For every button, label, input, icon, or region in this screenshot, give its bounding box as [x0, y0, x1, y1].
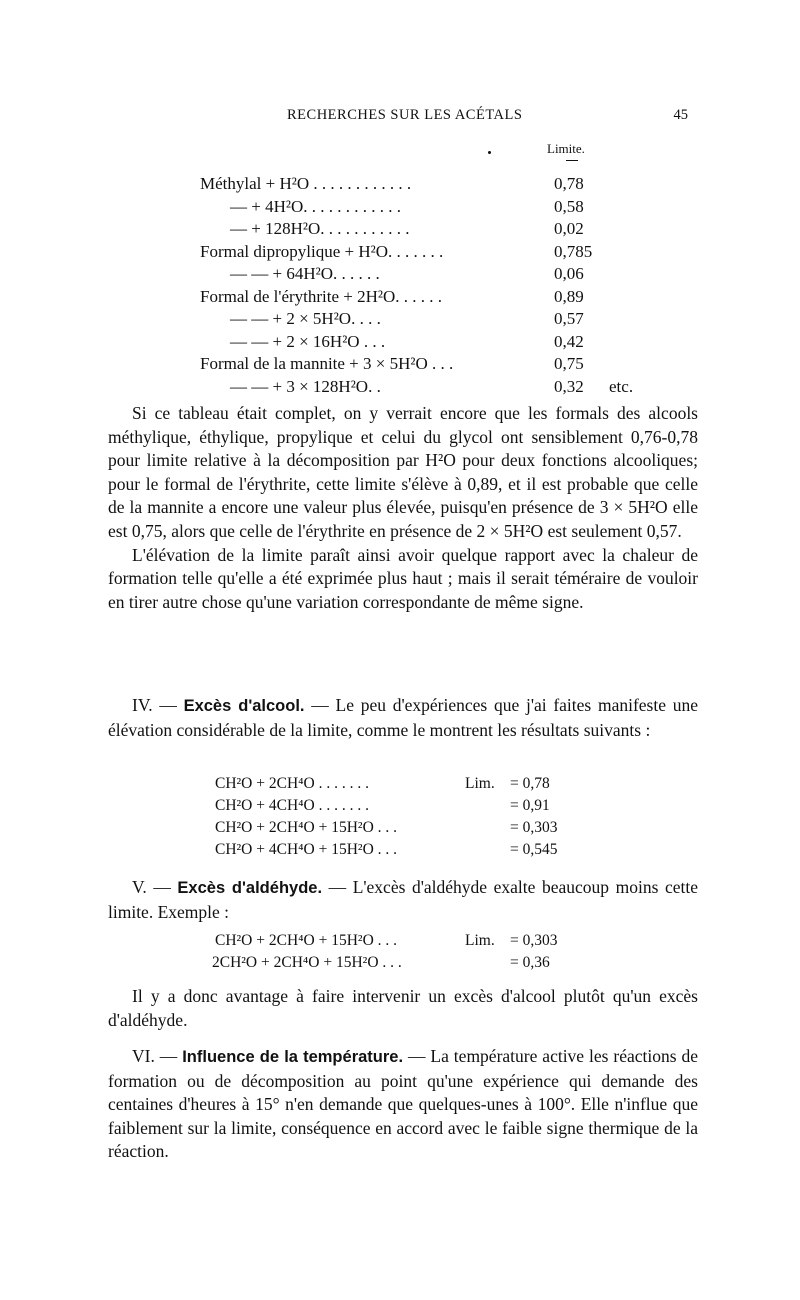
table-row [215, 932, 595, 954]
table-row [215, 775, 595, 797]
row-expression: — + 4H²O. . . . . . . . . . . . [230, 196, 401, 216]
running-title: RECHERCHES SUR LES ACÉTALS [287, 107, 523, 123]
etc-note: etc. [609, 376, 634, 396]
page-header [0, 107, 800, 129]
row-expression: Formal de la mannite + 3 × 5H²O . . . [200, 354, 454, 373]
row-expression: Formal de l'érythrite + 2H²O. . . . . . [200, 286, 443, 306]
section-title: Excès d'alcool. [183, 697, 305, 715]
section-title: Influence de la température. [182, 1048, 404, 1066]
row-expression: CH²O + 4CH⁴O + 15H²O . . . [215, 841, 398, 858]
table-row [212, 954, 595, 976]
page-number: 45 [673, 107, 688, 123]
section-numeral: VI. — [132, 1046, 178, 1066]
section-excess-aldehyde [108, 876, 698, 924]
table-row [200, 354, 635, 376]
row-value: = 0,91 [510, 797, 550, 814]
paragraph: Il y a donc avantage à faire intervenir un excès d'alcool plutôt qu'un excès d'aldéhyde. [108, 986, 698, 1030]
row-value: 0,75 [554, 354, 584, 373]
row-value: 0,785 [554, 241, 593, 261]
row-expression: Méthylal + H²O . . . . . . . . . . . . [200, 174, 412, 193]
row-expression: Formal dipropylique + H²O. . . . . . . [200, 241, 444, 261]
header-underline [566, 160, 578, 161]
row-value: = 0,545 [510, 841, 558, 858]
table-row [215, 797, 595, 819]
table-row [200, 219, 635, 241]
row-expression: CH²O + 2CH⁴O . . . . . . . [215, 775, 369, 792]
body-text [108, 402, 698, 614]
body-text [108, 985, 698, 1032]
table-row [200, 174, 635, 196]
row-expression: — — + 2 × 5H²O. . . . [230, 309, 381, 328]
row-value: = 0,303 [510, 819, 558, 836]
table-row [200, 264, 635, 286]
row-value: 0,32 [554, 376, 584, 396]
section-title: Excès d'aldéhyde. [177, 879, 323, 897]
table-row [200, 242, 635, 264]
row-expression: — — + 3 × 128H²O. . [230, 376, 381, 396]
table-row [200, 332, 635, 354]
row-value: 0,42 [554, 331, 584, 351]
section-excess-alcohol [108, 694, 698, 742]
section-text: — Le peu d'expériences que j'ai faites manifeste une élévation considérable de la limite, comme le montrent les résultats suivants : [108, 695, 699, 740]
row-value: = 0,303 [510, 932, 558, 949]
table-row [200, 309, 635, 331]
row-expression: — + 128H²O. . . . . . . . . . . [230, 219, 410, 238]
paragraph: Si ce tableau était complet, on y verrait encore que les formals des alcools méthylique, éthylique, propylique et celui du glycol ont sensiblement 0,76-0,78 pour limite relative à la décomposition par H²O pour deux fonctions alcooliques; pour le formal de l'érythrite, cette limite s'élève à 0,89, et il est probable que celle de la mannite a encore une valeur plus élevée, puisqu'en présence de 3 × 5H²O elle est 0,75, alors que celle de l'érythrite en présence de 2 × 5H²O est seulement 0,57. [108, 403, 698, 541]
row-expression: 2CH²O + 2CH⁴O + 15H²O . . . [212, 954, 402, 971]
row-value: = 0,36 [510, 954, 550, 971]
section-text: — L'excès d'aldéhyde exalte beaucoup moins cette limite. Exemple : [108, 877, 698, 922]
row-value: 0,57 [554, 309, 584, 328]
table-row [200, 287, 635, 309]
row-value: 0,89 [554, 286, 584, 306]
table-row [200, 377, 635, 399]
row-expression: CH²O + 2CH⁴O + 15H²O . . . [215, 932, 398, 949]
row-label: Lim. [465, 932, 495, 949]
section-numeral: IV. — [132, 695, 177, 715]
paragraph: L'élévation de la limite paraît ainsi avoir quelque rapport avec la chaleur de formation telle qu'elle a été exprimée plus haut ; mais il serait téméraire de vouloir en tirer autre chose qu'une variation correspondante de même signe. [108, 544, 698, 612]
row-expression: — — + 64H²O. . . . . . [230, 264, 380, 283]
row-expression: — — + 2 × 16H²O . . . [230, 331, 386, 351]
table-row [215, 819, 595, 841]
table-row [215, 841, 595, 863]
row-expression: CH²O + 2CH⁴O + 15H²O . . . [215, 819, 398, 836]
row-expression: CH²O + 4CH⁴O . . . . . . . [215, 797, 369, 814]
row-value: = 0,78 [510, 775, 550, 792]
row-value: 0,02 [554, 219, 584, 238]
section-temperature [108, 1045, 698, 1164]
row-value: 0,78 [554, 174, 584, 193]
row-value: 0,06 [554, 264, 584, 283]
table-row [200, 197, 635, 219]
dot-mark [488, 151, 491, 154]
row-value: 0,58 [554, 196, 584, 216]
section-numeral: V. — [132, 877, 171, 897]
row-label: Lim. [465, 775, 495, 792]
limit-column-header: Limite. [547, 141, 585, 156]
section-text: — La température active les réactions de formation ou de décomposition au point qu'une expérience qui demande des centaines d'heures à 15° n'en demande que quelques-unes à 100°. Elle n'influe que faiblement sur la limite, conséquence en accord avec le faible signe thermique de la réaction. [108, 1046, 699, 1162]
